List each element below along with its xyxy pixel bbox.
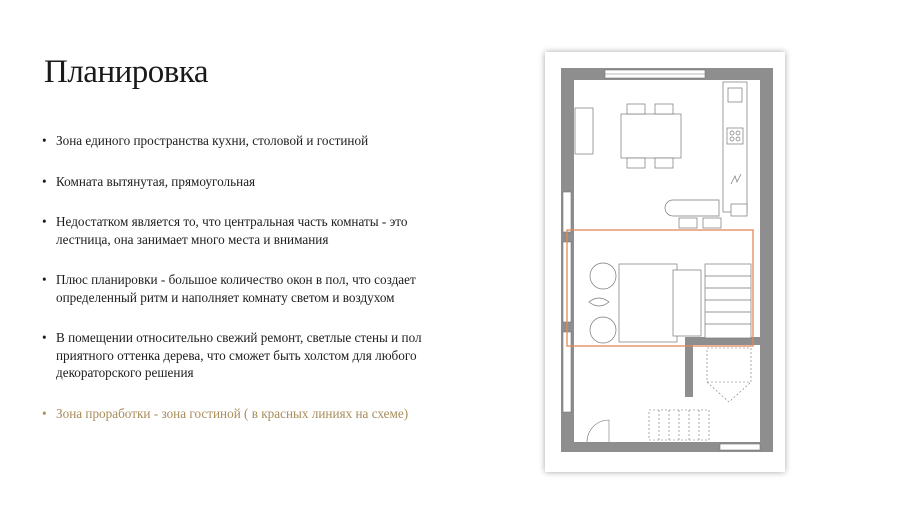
bullet-item: • Плюс планировки - большое количество окон в пол, что создает определенный ритм и наполняет комнату светом и воздухом (42, 271, 442, 306)
bullet-item: • Недостатком является то, что центральная часть комнаты - это лестница, она занимает много места и внимания (42, 213, 442, 248)
floor-plan (545, 52, 785, 472)
bullet-item: • В помещении относительно свежий ремонт, светлые стены и пол приятного оттенка дерева, что сможет быть холстом для любого декораторского решения (42, 329, 442, 382)
bullet-item: • Комната вытянутая, прямоугольная (42, 173, 442, 191)
kitchen (723, 82, 747, 216)
floor-plan-card (545, 52, 785, 472)
page-title: Планировка (44, 54, 209, 90)
living-room (589, 263, 751, 343)
bullet-item: • Зона единого пространства кухни, столовой и гостиной (42, 132, 442, 150)
bullet-list (42, 132, 442, 422)
bullet-item-accent: • Зона проработки - зона гостиной ( в красных линиях на схеме) (42, 405, 442, 423)
dining-table (621, 104, 681, 168)
